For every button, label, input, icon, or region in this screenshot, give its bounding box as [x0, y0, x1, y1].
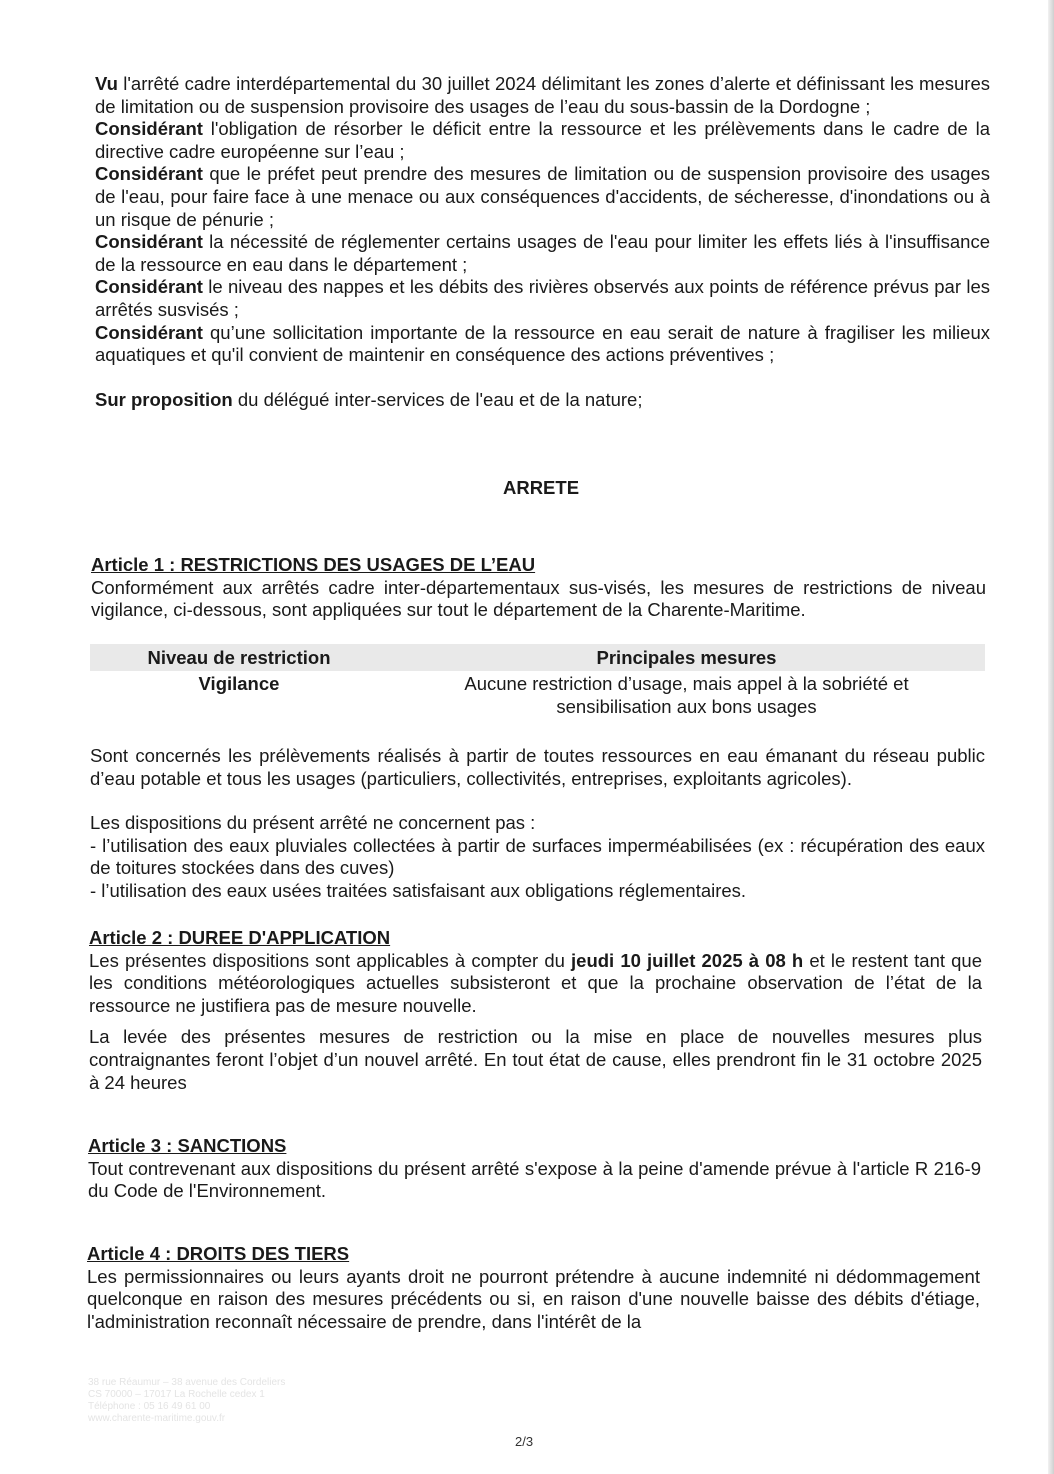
- article-3: [88, 1135, 981, 1203]
- arrete-title: ARRETE: [502, 477, 580, 498]
- considerant-paragraph-2: [95, 163, 990, 231]
- article-2-date: jeudi 10 juillet 2025 à 08 h: [571, 949, 804, 971]
- considerant-label: Considérant: [95, 118, 203, 140]
- article-3-title: Article 3 : SANCTIONS: [88, 1135, 287, 1156]
- article-2-text-a: Les présentes dispositions sont applicables à compter du: [89, 949, 572, 971]
- considerant-label: Considérant: [95, 321, 203, 343]
- footer-line-2: CS 70000 – 17017 La Rochelle cedex 1: [88, 1389, 265, 1400]
- vu-paragraph: [95, 73, 990, 118]
- article-3-paragraph: Tout contrevenant aux dispositions du présent arrêté s'expose à la peine d'amende prévue à l'article R 216-9 du Code de l'Environnement.: [88, 1157, 981, 1202]
- article-1-concerned: Sont concernés les prélèvements réalisés à partir de toutes ressources en eau émanant du réseau public d’eau potable et tous les usages (particuliers, collectivités, entreprises, exploitants agricoles).: [90, 745, 985, 789]
- article-2: [89, 927, 982, 1094]
- article-1-title: Article 1 : RESTRICTIONS DES USAGES DE L’EAU: [91, 554, 536, 575]
- article-1-exclusion-1: - l’utilisation des eaux pluviales collectées à partir de surfaces imperméabilisées (ex : récupération des eaux de toitures stockées dans des cuves): [90, 834, 985, 879]
- considerant-text-1: l'obligation de résorber le déficit entre la ressource et les prélèvements dans le cadre de la directive cadre européenne sur l’eau ;: [95, 118, 990, 162]
- cell-measures-line-1: Aucune restriction d’usage, mais appel à la sobriété et: [464, 673, 909, 694]
- considerant-paragraph-3: [95, 231, 990, 276]
- footer-line-4: www.charente-maritime.gouv.fr: [88, 1413, 226, 1424]
- considerant-text-4: le niveau des nappes et les débits des rivières observés aux points de référence prévus par les arrêtés susvisés ;: [95, 276, 990, 320]
- column-header-measures: Principales mesures: [388, 644, 985, 671]
- article-2-paragraph-1: [89, 950, 982, 1018]
- footer-address: [88, 1377, 285, 1425]
- preamble: [95, 73, 990, 411]
- considerant-paragraph-4: [95, 276, 990, 321]
- footer-line-3: Téléphone : 05 16 49 61 00: [88, 1401, 211, 1412]
- proposition-label: Sur proposition: [95, 388, 233, 410]
- article-4-title: Article 4 : DROITS DES TIERS: [87, 1243, 350, 1264]
- article-1-exclusion-2: - l’utilisation des eaux usées traitées satisfaisant aux obligations réglementaires.: [90, 879, 747, 901]
- column-header-level: Niveau de restriction: [90, 644, 388, 671]
- considerant-text-2: que le préfet peut prendre des mesures de limitation ou de suspension provisoire des usages de l'eau, pour faire face à une menace ou aux conséquences d'accidents, de sécheresse, d'inondations ou à un risque de pénurie ;: [95, 163, 990, 230]
- considerant-label: Considérant: [95, 163, 203, 185]
- article-1-details: [90, 745, 985, 903]
- page-number: 2/3: [515, 1434, 534, 1449]
- considerant-label: Considérant: [95, 231, 203, 253]
- considerant-text-5: qu’une sollicitation importante de la ressource en eau serait de nature à fragiliser les milieux aquatiques et qu'il convient de maintenir en conséquence des actions préventives ;: [95, 321, 990, 366]
- article-1: [91, 554, 986, 622]
- considerant-paragraph-5: [95, 322, 990, 367]
- proposition-text: du délégué inter-services de l'eau et de la nature;: [232, 388, 643, 410]
- article-2-title: Article 2 : DUREE D'APPLICATION: [89, 927, 391, 948]
- footer-line-1: 38 rue Réaumur – 38 avenue des Cordeliers: [88, 1377, 286, 1388]
- considerant-text-3: la nécessité de réglementer certains usages de l'eau pour limiter les effets liés à l'insuffisance de la ressource en eau dans le département ;: [95, 231, 990, 275]
- table-row: [90, 671, 985, 718]
- article-4: [87, 1243, 980, 1333]
- proposition-paragraph: [95, 389, 990, 412]
- article-2-paragraph-2: La levée des présentes mesures de restriction ou la mise en place de nouvelles mesures plus contraignantes feront l’objet d’un nouvel arrêté. En tout état de cause, elles prendront fin le 31 octobre 2025 à 24 heures: [89, 1026, 982, 1093]
- restrictions-table: [90, 644, 985, 718]
- article-1-exclusions-intro: Les dispositions du présent arrêté ne concernent pas :: [90, 812, 536, 834]
- article-1-intro: Conformément aux arrêtés cadre inter-départementaux sus-visés, les mesures de restrictions de niveau vigilance, ci-dessous, sont appliquées sur tout le département de la Charente-Maritime.: [91, 576, 986, 621]
- article-2-text-c: et le restent tant que les conditions météorologiques actuelles subsisteront et que la prochaine observation de l’état de la ressource ne justifiera pas de mesure nouvelle.: [89, 949, 982, 1016]
- page-edge-shadow: [1048, 0, 1054, 1474]
- considerant-label: Considérant: [95, 276, 203, 298]
- vu-label: Vu: [95, 73, 118, 94]
- considerant-paragraph-1: [95, 118, 990, 163]
- article-4-paragraph: Les permissionnaires ou leurs ayants droit ne pourront prétendre à aucune indemnité ni dédommagement quelconque en raison des mesures précédents ou si, en raison d'une nouvelle baisse des débits d'étiage, l'administration reconnaît nécessaire de prendre, dans l'intérêt de la: [87, 1265, 980, 1332]
- cell-level: Vigilance: [198, 673, 280, 694]
- cell-measures-line-2: sensibilisation aux bons usages: [556, 695, 817, 717]
- vu-text: l'arrêté cadre interdépartemental du 30 juillet 2024 délimitant les zones d’alerte et définissant les mesures de limitation ou de suspension provisoire des usages de l’eau du sous-bassin de la Dordogne ;: [95, 73, 990, 117]
- table-header-row: [90, 644, 985, 671]
- cell-measures: [388, 671, 985, 718]
